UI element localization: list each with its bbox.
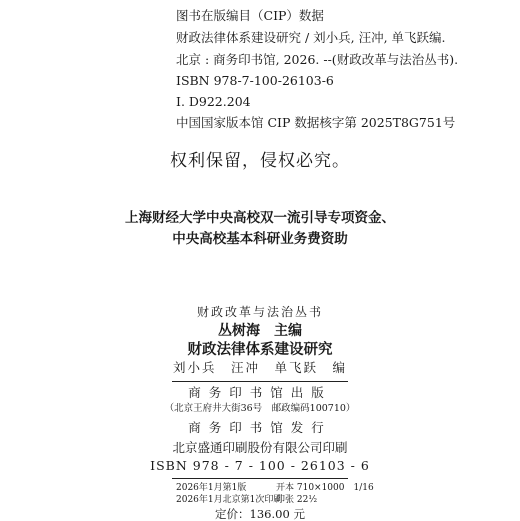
printing-info: 2026年1月北京第1次印刷 — [176, 495, 283, 505]
rights-statement: 权利保留，侵权必究。 — [170, 151, 350, 171]
cip-title-line: 财政法律体系建设研究 / 刘小兵, 汪冲, 单飞跃编. — [176, 30, 446, 45]
cip-classification-line: Ⅰ. D922.204 — [176, 94, 251, 109]
publisher-address: （北京王府井大街36号 邮政编码100710） — [164, 403, 356, 414]
edition-info: 2026年1月第1版 — [176, 483, 247, 493]
book-title: 财政法律体系建设研究 — [187, 342, 333, 358]
distributor-line: 商务印书馆发行 — [188, 420, 332, 435]
cip-isbn-line: ISBN 978-7-100-26103-6 — [176, 73, 334, 88]
series-name: 财政改革与法治丛书 — [196, 305, 323, 319]
imprint-isbn: ISBN 978 - 7 - 100 - 26103 - 6 — [150, 458, 370, 473]
authors: 刘小兵 汪冲 单飞跃 编 — [172, 360, 347, 375]
printer-line: 北京盛通印刷股份有限公司印刷 — [172, 440, 348, 455]
format-info: 开本 710×1000 1/16 — [276, 483, 374, 493]
imprint-rule-bottom — [172, 478, 348, 479]
price: 定价：136.00 元 — [215, 507, 305, 521]
cip-publisher-line: 北京 : 商务印书馆, 2026. --(财政改革与法治丛书). — [176, 52, 459, 67]
cip-record-number: 中国国家版本馆 CIP 数据核字第 2025T8G751号 — [176, 115, 456, 130]
chief-editor: 丛树海 主编 — [218, 323, 302, 339]
funding-line-1: 上海财经大学中央高校双一流引导专项资金、 — [125, 210, 395, 226]
funding-line-2: 中央高校基本科研业务费资助 — [172, 231, 348, 247]
publisher-line: 商务印书馆出版 — [188, 385, 332, 400]
cip-header: 图书在版编目（CIP）数据 — [176, 8, 324, 23]
imprint-rule-top — [172, 381, 348, 382]
sheets-info: 印张 22½ — [276, 495, 318, 505]
